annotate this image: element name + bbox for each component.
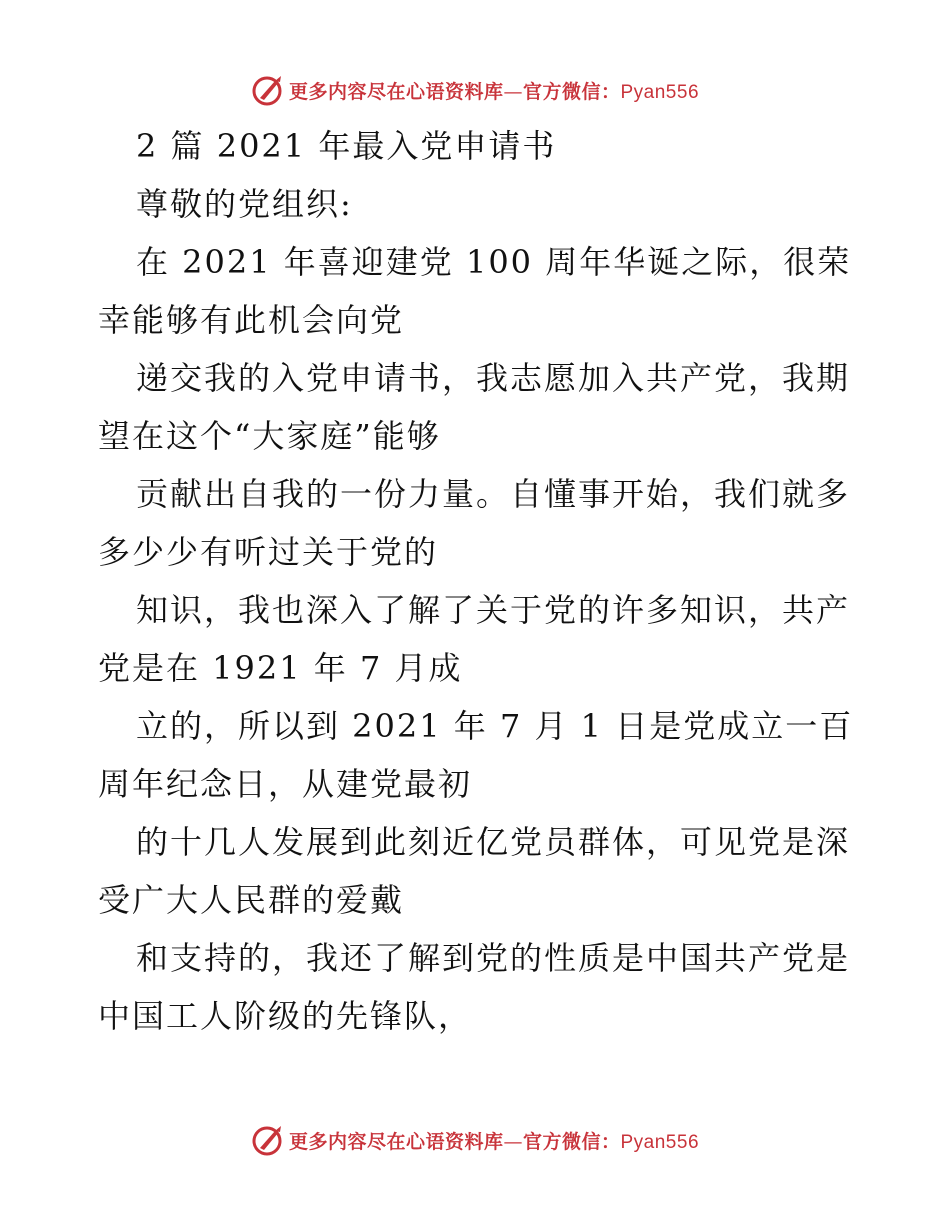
body-line: 周年纪念日，从建党最初: [98, 765, 473, 803]
body-line: 立的，所以到 2021 年 7 月 1 日是党成立一百: [136, 707, 854, 745]
body-line: 多少少有听过关于党的: [98, 533, 439, 571]
body-line: 望在这个“大家庭”能够: [98, 417, 441, 455]
watermark-text: 更多内容尽在心语资料库—官方微信：Pyan556: [288, 80, 700, 103]
watermark-text: 更多内容尽在心语资料库—官方微信：Pyan556: [288, 1130, 700, 1153]
salutation: 尊敬的党组织:: [136, 185, 353, 223]
quill-logo-icon: [251, 1123, 285, 1157]
body-line: 受广大人民群的爱戴: [98, 881, 405, 919]
document-body: [98, 117, 858, 1045]
body-line: 中国工人阶级的先锋队，: [98, 997, 473, 1035]
body-line: 递交我的入党申请书，我志愿加入共产党，我期: [136, 359, 851, 397]
quill-logo-icon: [251, 73, 285, 107]
footer-watermark: [0, 1120, 950, 1160]
body-line: 和支持的，我还了解到党的性质是中国共产党是: [136, 939, 851, 977]
body-line: 贡献出自我的一份力量。自懂事开始，我们就多: [136, 475, 851, 513]
body-line: 的十几人发展到此刻近亿党员群体，可见党是深: [136, 823, 851, 861]
body-line: 在 2021 年喜迎建党 100 周年华诞之际，很荣: [136, 243, 852, 281]
body-line: 党是在 1921 年 7 月成: [98, 649, 463, 687]
body-line: 知识，我也深入了解了关于党的许多知识，共产: [136, 591, 851, 629]
document-title: 2 篇 2021 年最入党申请书: [136, 127, 557, 165]
header-watermark: [0, 70, 950, 110]
body-line: 幸能够有此机会向党: [98, 301, 405, 339]
